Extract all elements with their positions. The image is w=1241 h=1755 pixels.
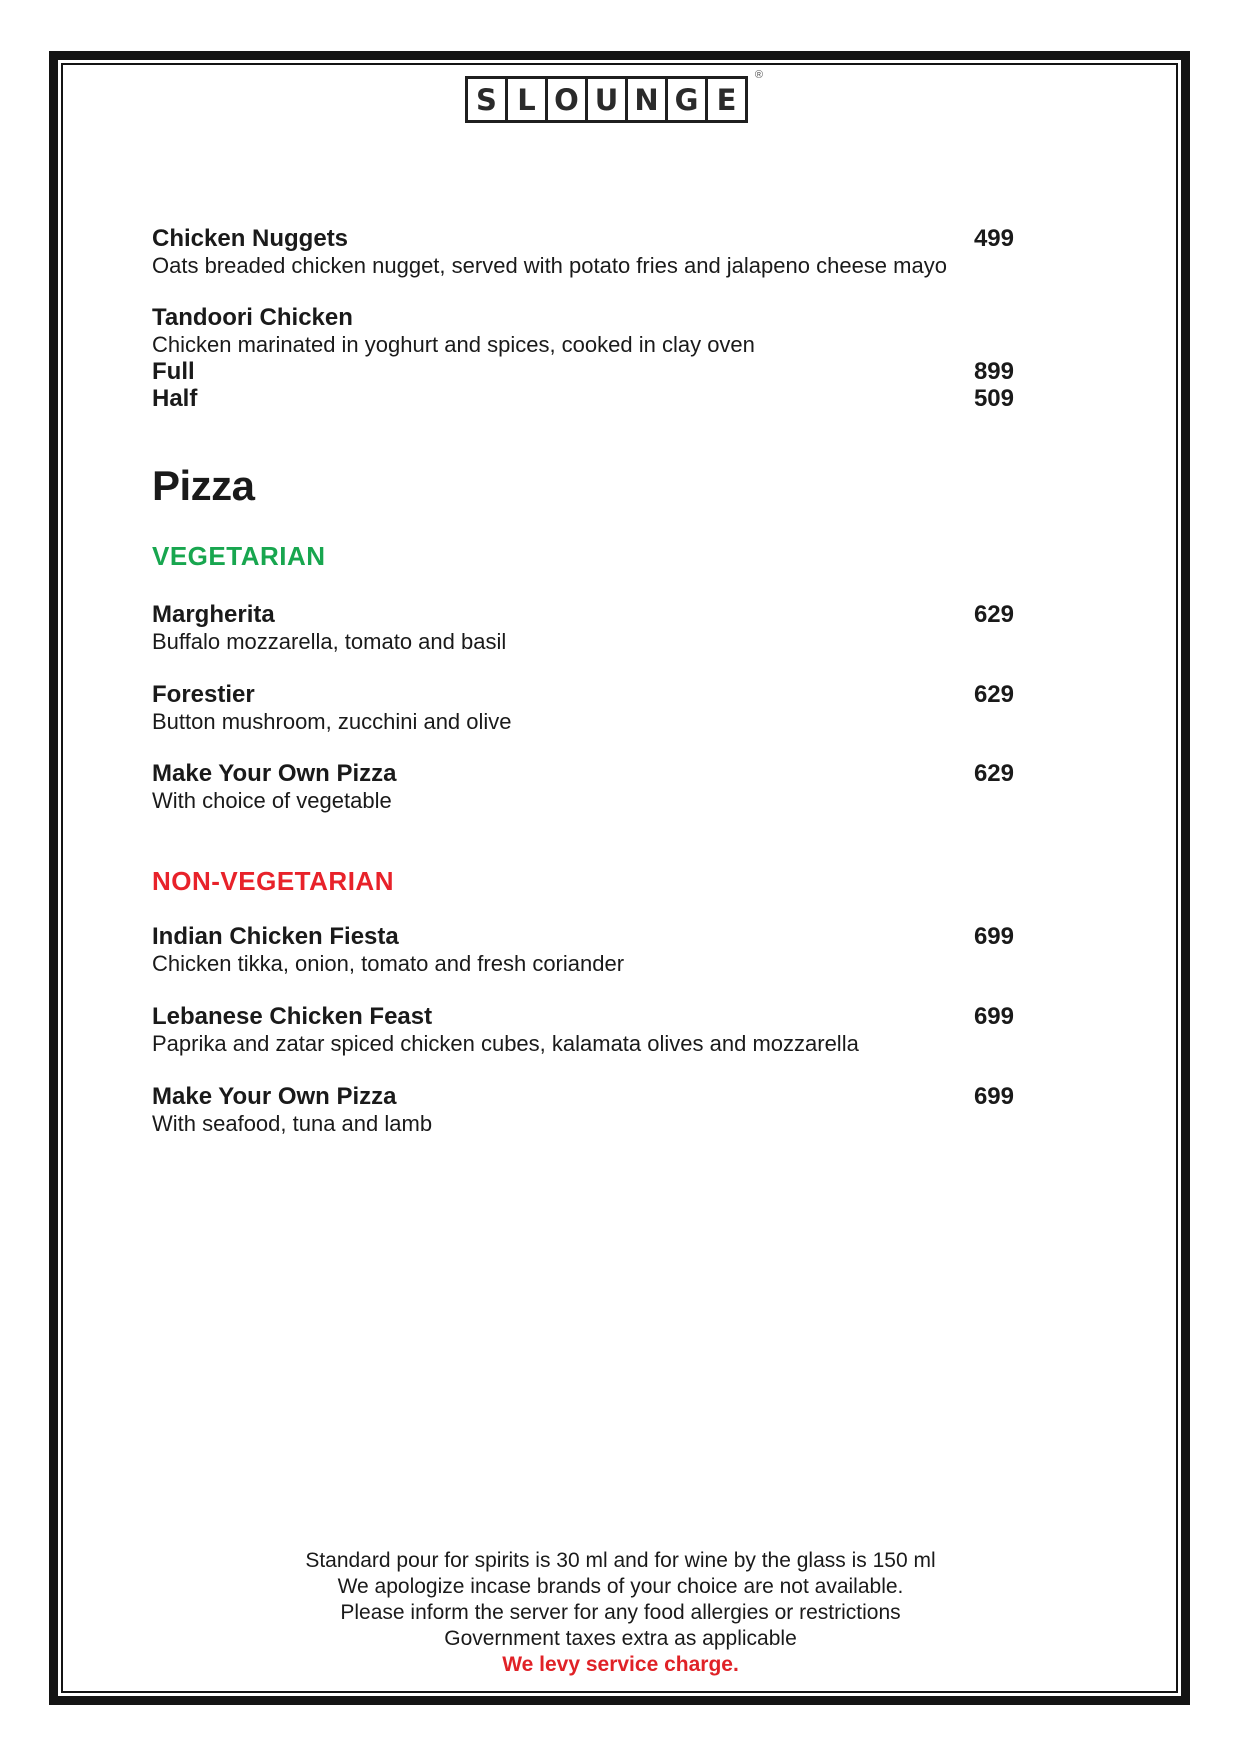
- logo-letter-box: [705, 76, 748, 123]
- logo-letter: E: [716, 82, 737, 117]
- item-description: Button mushroom, zucchini and olive: [152, 709, 512, 734]
- menu-item-forestier: [152, 681, 1014, 735]
- item-description: Chicken tikka, onion, tomato and fresh coriander: [152, 951, 625, 976]
- item-name: Chicken Nuggets: [152, 225, 349, 252]
- item-name: Margherita: [152, 601, 275, 628]
- logo-letter: S: [476, 82, 497, 117]
- item-price: 629: [973, 601, 1014, 628]
- item-name: Lebanese Chicken Feast: [152, 1003, 433, 1030]
- variant-full: [152, 358, 1014, 385]
- item-name: Tandoori Chicken: [152, 304, 353, 331]
- item-name: Indian Chicken Fiesta: [152, 923, 399, 950]
- item-price: 629: [973, 681, 1014, 708]
- logo-letter-box: [665, 76, 708, 123]
- menu-item-make-your-own-pizza-nonveg: [152, 1083, 1014, 1137]
- footer-line: We apologize incase brands of your choice are not available.: [337, 1575, 904, 1598]
- menu-item-lebanese-chicken-feast: [152, 1003, 1014, 1057]
- footer-line: Government taxes extra as applicable: [444, 1627, 797, 1650]
- item-price: 699: [973, 1083, 1014, 1110]
- variant-label: Half: [152, 385, 198, 412]
- menu-item-make-your-own-pizza-veg: [152, 760, 1014, 814]
- slounge-logo: [465, 69, 763, 123]
- menu-item-margherita: [152, 601, 1014, 655]
- footer-line: Standard pour for spirits is 30 ml and for wine by the glass is 150 ml: [305, 1549, 936, 1572]
- menu-item-tandoori-chicken: [152, 304, 1014, 412]
- non-vegetarian-section-label: NON-VEGETARIAN: [152, 866, 394, 896]
- item-name: Forestier: [152, 681, 255, 708]
- logo-letter: U: [594, 82, 619, 117]
- logo-letter-box: [505, 76, 548, 123]
- variant-price: 509: [973, 385, 1014, 412]
- item-description: Oats breaded chicken nugget, served with potato fries and jalapeno cheese mayo: [152, 253, 947, 278]
- menu-item-chicken-nuggets: [152, 225, 1014, 279]
- item-description: Paprika and zatar spiced chicken cubes, kalamata olives and mozzarella: [152, 1031, 859, 1056]
- item-price: 699: [973, 1003, 1014, 1030]
- item-description: With choice of vegetable: [152, 788, 392, 813]
- logo-letter-box: [545, 76, 588, 123]
- footer-notes: [63, 1548, 1178, 1678]
- variant-price: 899: [973, 358, 1014, 385]
- item-name: Make Your Own Pizza: [152, 1083, 397, 1110]
- item-description: Buffalo mozzarella, tomato and basil: [152, 629, 507, 654]
- vegetarian-section-label: VEGETARIAN: [152, 541, 326, 571]
- logo-letter: N: [634, 82, 659, 117]
- item-price: 499: [973, 225, 1014, 252]
- logo-letter-box: [465, 76, 508, 123]
- logo-letter-box: [585, 76, 628, 123]
- pizza-section-heading: Pizza: [152, 462, 255, 509]
- item-description: With seafood, tuna and lamb: [152, 1111, 433, 1136]
- item-price: 629: [973, 760, 1014, 787]
- item-name: Make Your Own Pizza: [152, 760, 397, 787]
- variant-half: [152, 385, 1014, 412]
- menu-item-indian-chicken-fiesta: [152, 923, 1014, 977]
- item-price: 699: [973, 923, 1014, 950]
- item-description: Chicken marinated in yoghurt and spices, cooked in clay oven: [152, 332, 755, 357]
- registered-trademark-icon: ®: [754, 69, 763, 81]
- logo-letter-box: [625, 76, 668, 123]
- variant-label: Full: [152, 358, 195, 385]
- service-charge-notice: We levy service charge.: [502, 1653, 739, 1676]
- logo-letter: G: [674, 82, 699, 117]
- logo-letter: O: [554, 82, 579, 117]
- logo-letter: L: [517, 82, 536, 117]
- footer-line: Please inform the server for any food allergies or restrictions: [340, 1601, 901, 1624]
